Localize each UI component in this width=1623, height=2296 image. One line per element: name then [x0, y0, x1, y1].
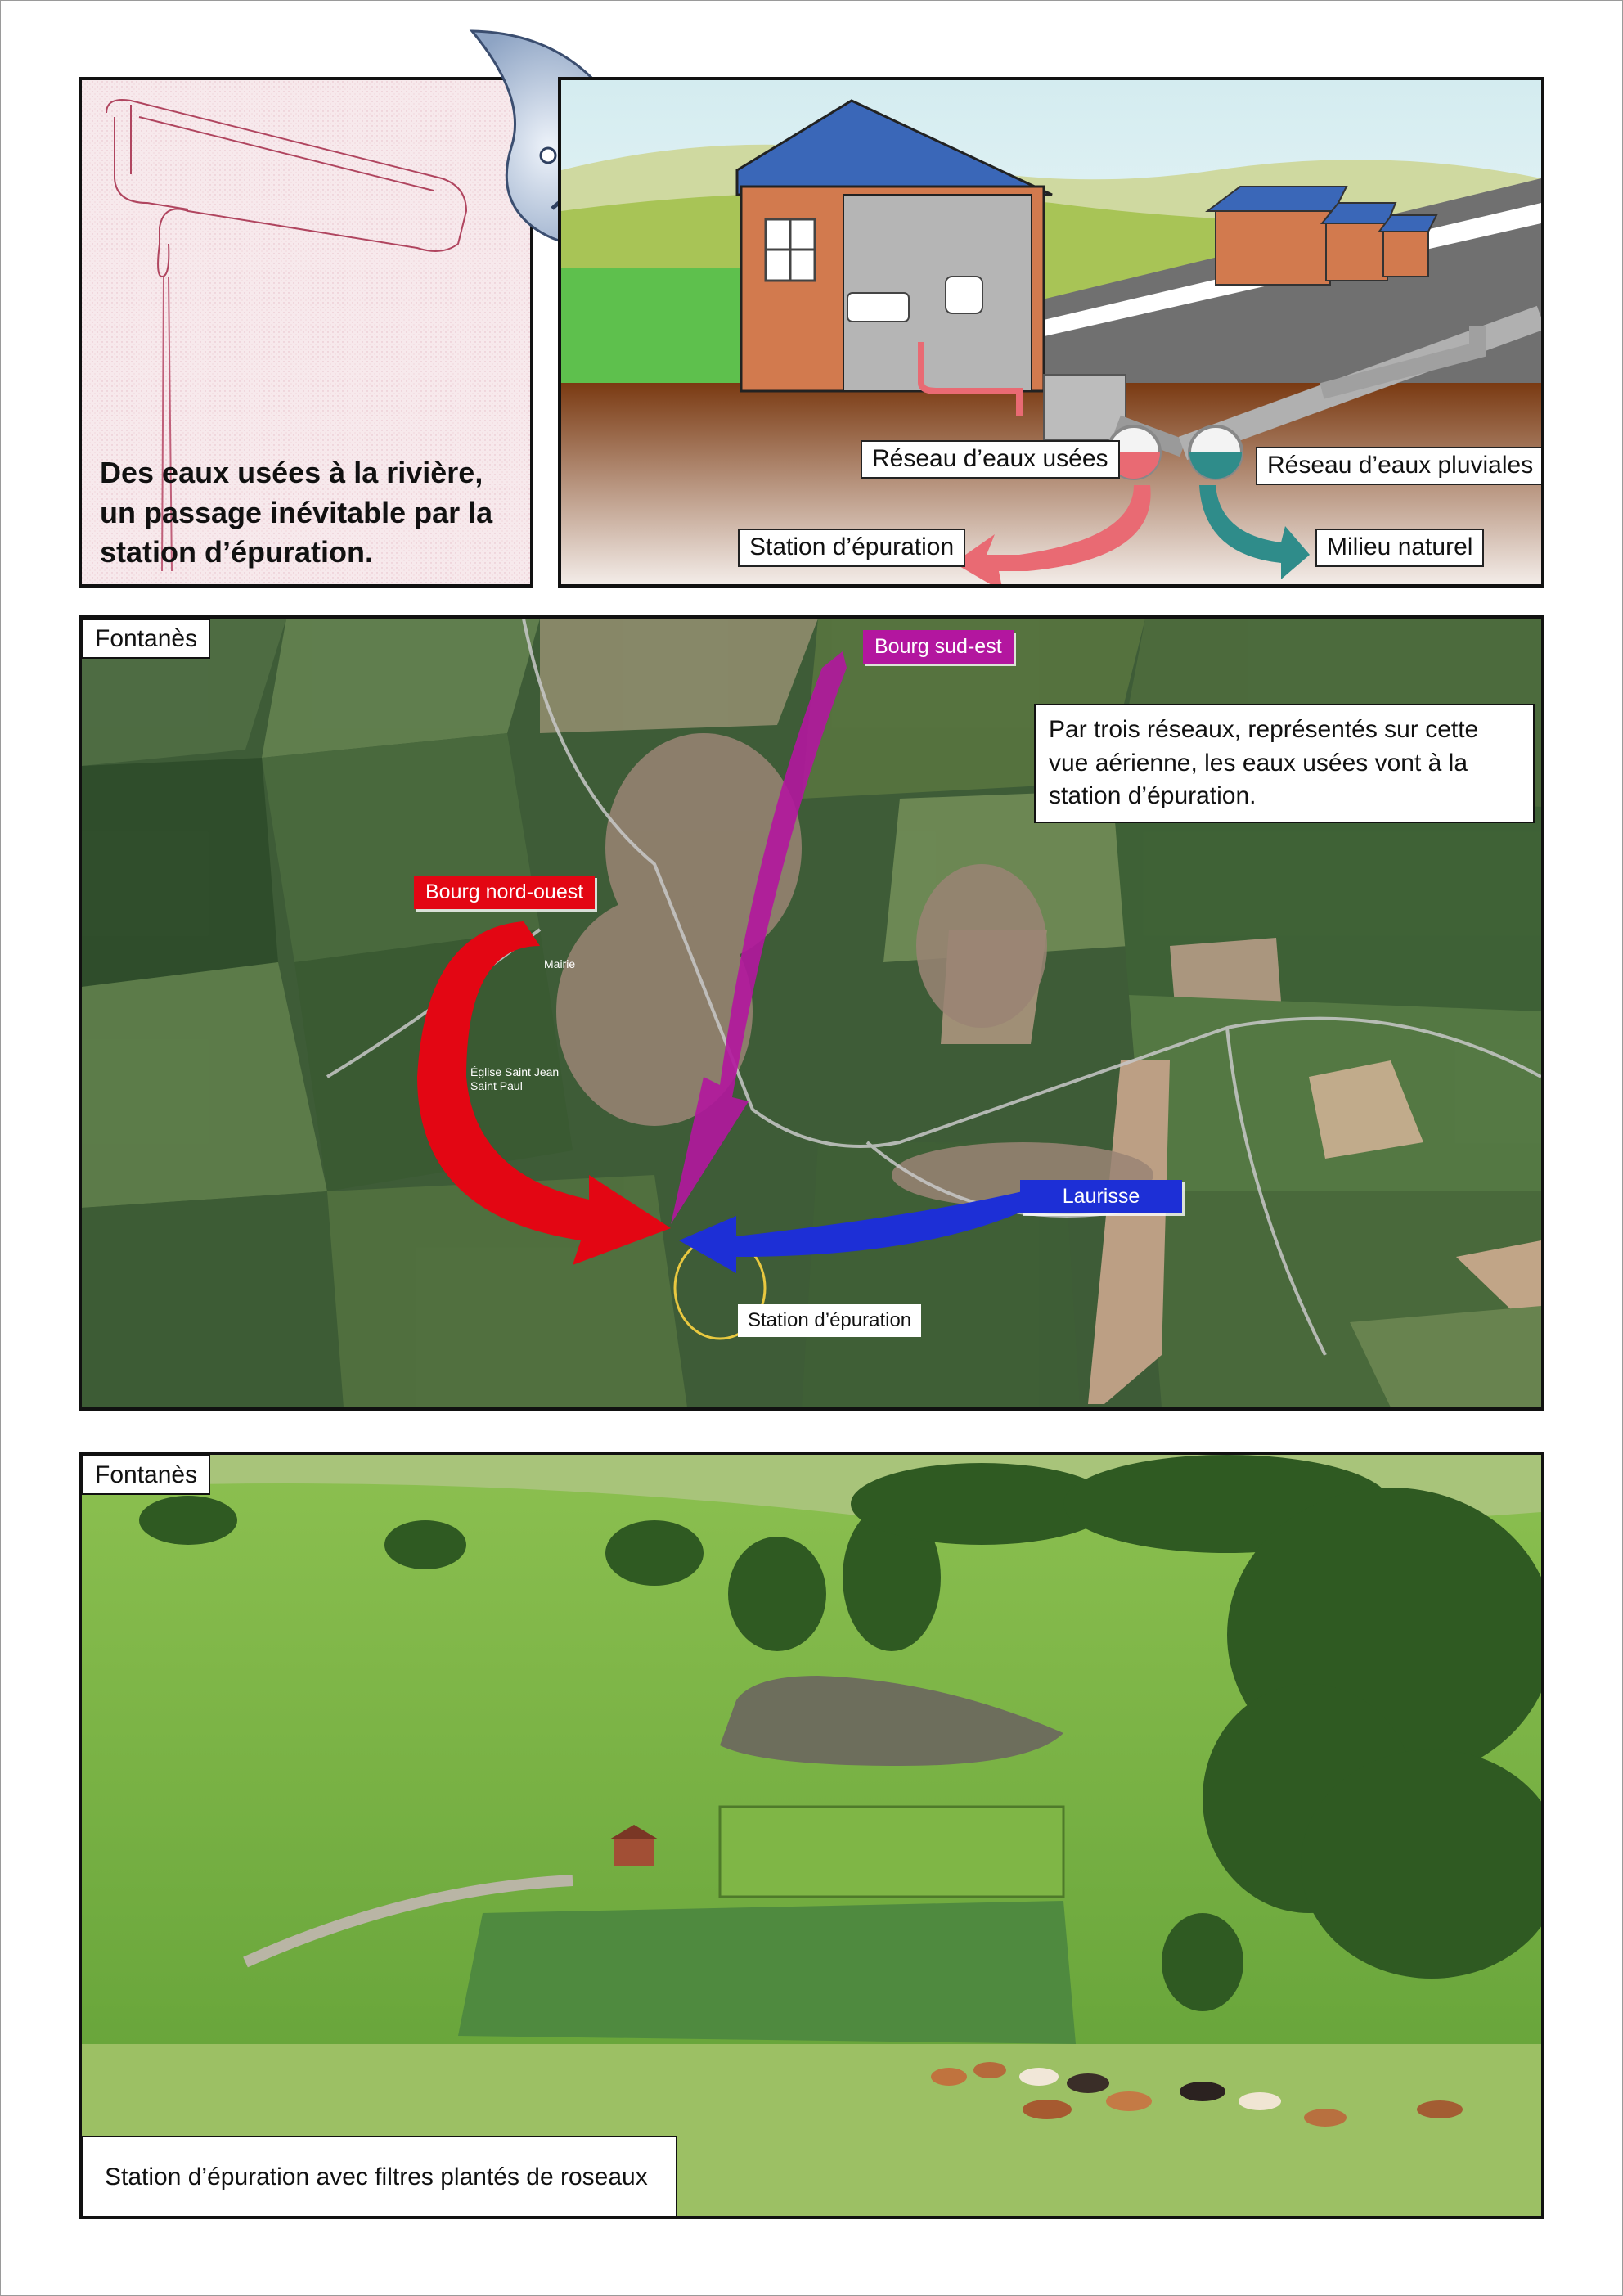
panel-sewer-diagram — [558, 77, 1544, 588]
label-treatment-station: Station d’épuration — [738, 529, 965, 567]
place-label: Fontanès — [82, 619, 210, 659]
label-wastewater-network: Réseau d’eaux usées — [861, 440, 1120, 479]
photo-caption: Station d’épuration avec filtres plantés de roseaux — [82, 2136, 677, 2217]
label-bourg-sud-est: Bourg sud-est — [863, 630, 1014, 664]
station-photo — [82, 1455, 1541, 2216]
map-pin-church: Église Saint Jean Saint Paul — [470, 1065, 560, 1092]
map-pin-mairie: Mairie — [544, 957, 576, 970]
label-natural-environment: Milieu naturel — [1315, 529, 1484, 567]
place-label-photo: Fontanès — [82, 1455, 210, 1495]
reed-bed-lower — [458, 1901, 1076, 2044]
aerial-description: Par trois réseaux, représentés sur cette vue aérienne, les eaux usées vont à la station d’épuration. — [1034, 704, 1535, 823]
sewer-schematic — [561, 80, 1541, 584]
shed — [614, 1838, 654, 1866]
label-stormwater-network: Réseau d’eaux pluviales — [1256, 447, 1544, 485]
reed-bed-upper — [720, 1807, 1063, 1897]
faucet-caption: Des eaux usées à la rivière, un passage inévitable par la station d’épuration. — [100, 456, 493, 569]
panel-station-photo — [79, 1452, 1544, 2219]
label-bourg-nord-ouest: Bourg nord-ouest — [414, 876, 595, 909]
label-laurisse: Laurisse — [1020, 1180, 1182, 1213]
panel-aerial-map — [79, 615, 1544, 1411]
label-station-epuration-map: Station d’épuration — [738, 1304, 921, 1337]
